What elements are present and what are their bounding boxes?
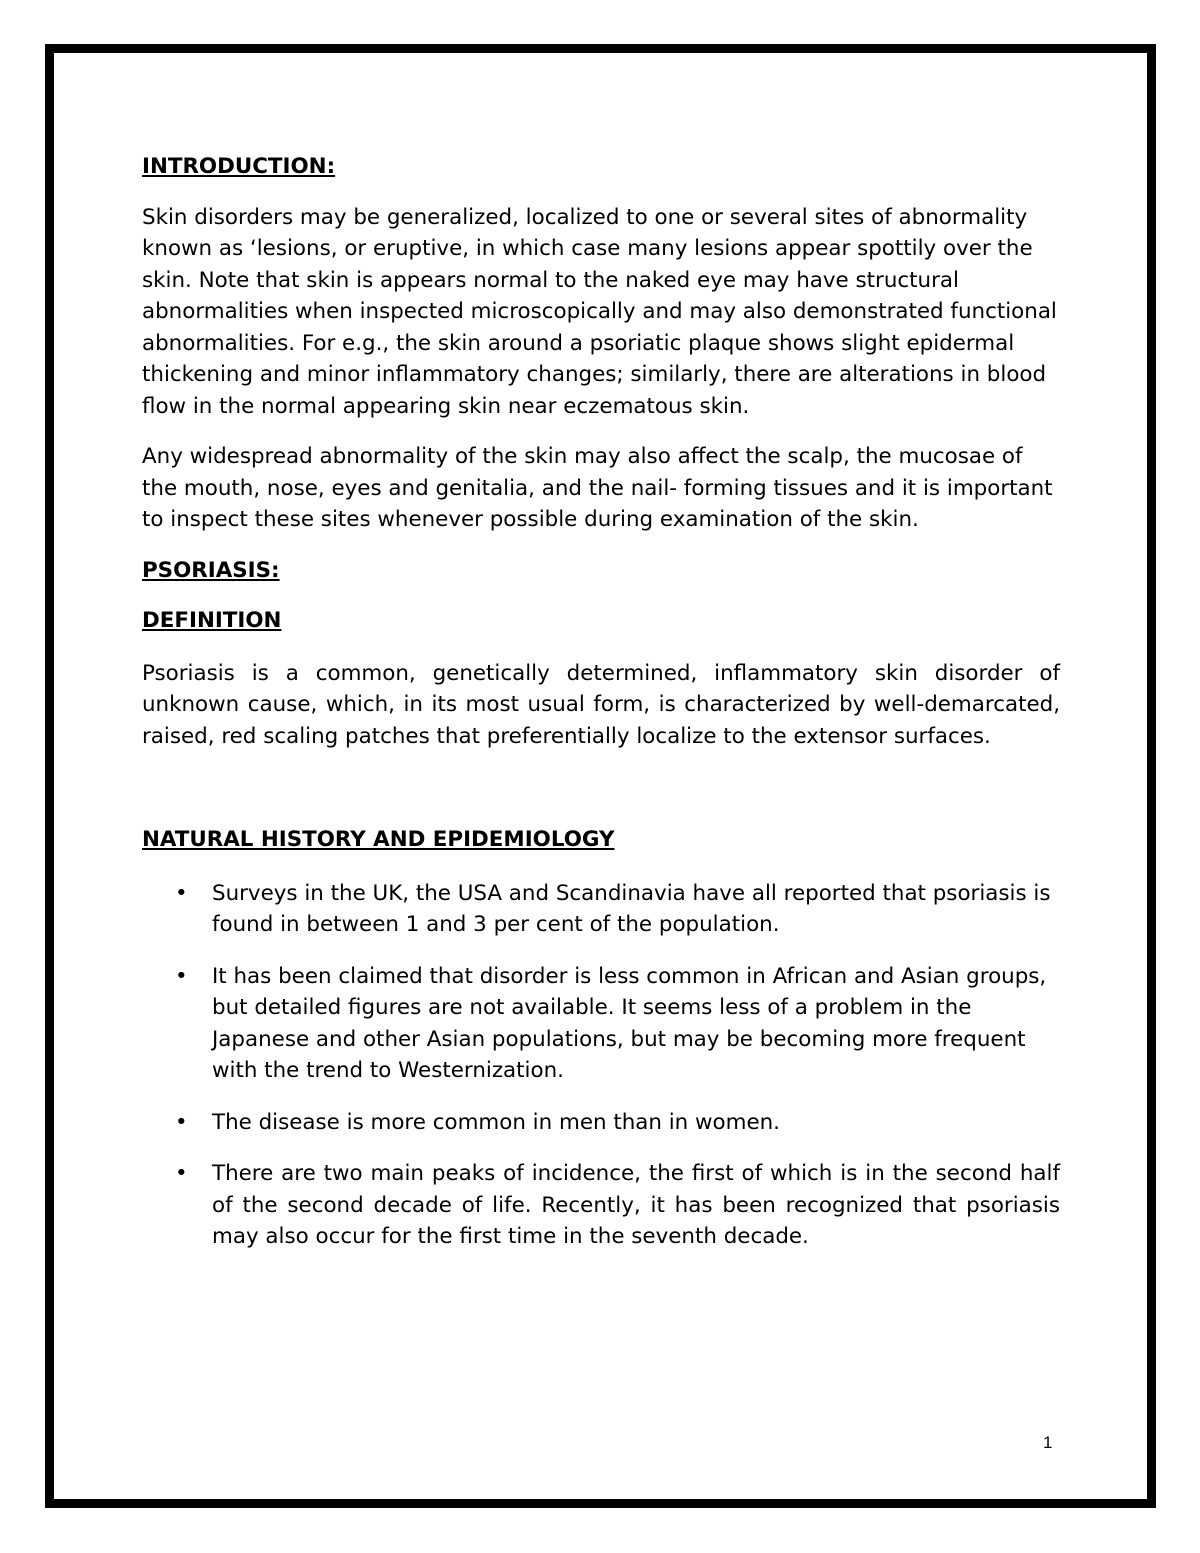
psoriasis-heading: PSORIASIS:	[142, 557, 280, 583]
natural-history-heading: NATURAL HISTORY AND EPIDEMIOLOGY	[142, 827, 615, 852]
introduction-heading: INTRODUCTION:	[142, 154, 336, 179]
bullet-icon: •	[175, 880, 188, 906]
bullet-icon: •	[175, 1161, 188, 1186]
introduction-paragraph-1: Skin disorders may be generalized, localized to one or several sites of abnormality known as ‘lesions, or eruptive, in which case many lesions appear spottily over the skin. Note that skin is appears normal to the naked eye may have structural abnormalities when inspected microscopically and may also demonstrated functional abnormalities. For e.g., the skin around a psoriatic plaque shows slight epidermal thickening and minor inflammatory changes; similarly, there are alterations in blood flow in the normal appearing skin near eczematous skin.	[142, 204, 1057, 419]
list-item-text: It has been claimed that disorder is less common in African and Asian groups, but detailed figures are not available. It seems less of a problem in the Japanese and other Asian populations, but may be becoming more frequent with the trend to Westernization.	[212, 963, 1047, 1083]
bullet-icon: •	[175, 1109, 188, 1135]
bullet-icon: •	[175, 963, 188, 989]
epidemiology-bullet-list	[142, 878, 1060, 1253]
list-item	[142, 961, 1060, 1087]
document-body	[142, 151, 1060, 1273]
list-item	[142, 1158, 1060, 1253]
definition-paragraph: Psoriasis is a common, genetically determined, inflammatory skin disorder of unknown cause, which, in its most usual form, is characterized by well-demarcated, raised, red scaling patches that preferentially localize to the extensor surfaces.	[142, 660, 1060, 749]
introduction-paragraph-2: Any widespread abnormality of the skin may also affect the scalp, the mucosae of the mouth, nose, eyes and genitalia, and the nail- forming tissues and it is important to inspect these sites whenever possible during examination of the skin.	[142, 444, 1053, 532]
list-item-text: The disease is more common in men than in women.	[212, 1109, 780, 1135]
list-item	[142, 1107, 1060, 1139]
list-item	[142, 878, 1060, 941]
list-item-text: Surveys in the UK, the USA and Scandinavia have all reported that psoriasis is found in between 1 and 3 per cent of the population.	[212, 880, 1051, 937]
page-number: 1	[1043, 1433, 1053, 1452]
definition-heading: DEFINITION	[142, 608, 282, 633]
list-item-text: There are two main peaks of incidence, the first of which is in the second half of the second decade of life. Recently, it has been recognized that psoriasis may also occur for the first time in the seventh decade.	[212, 1161, 1060, 1249]
